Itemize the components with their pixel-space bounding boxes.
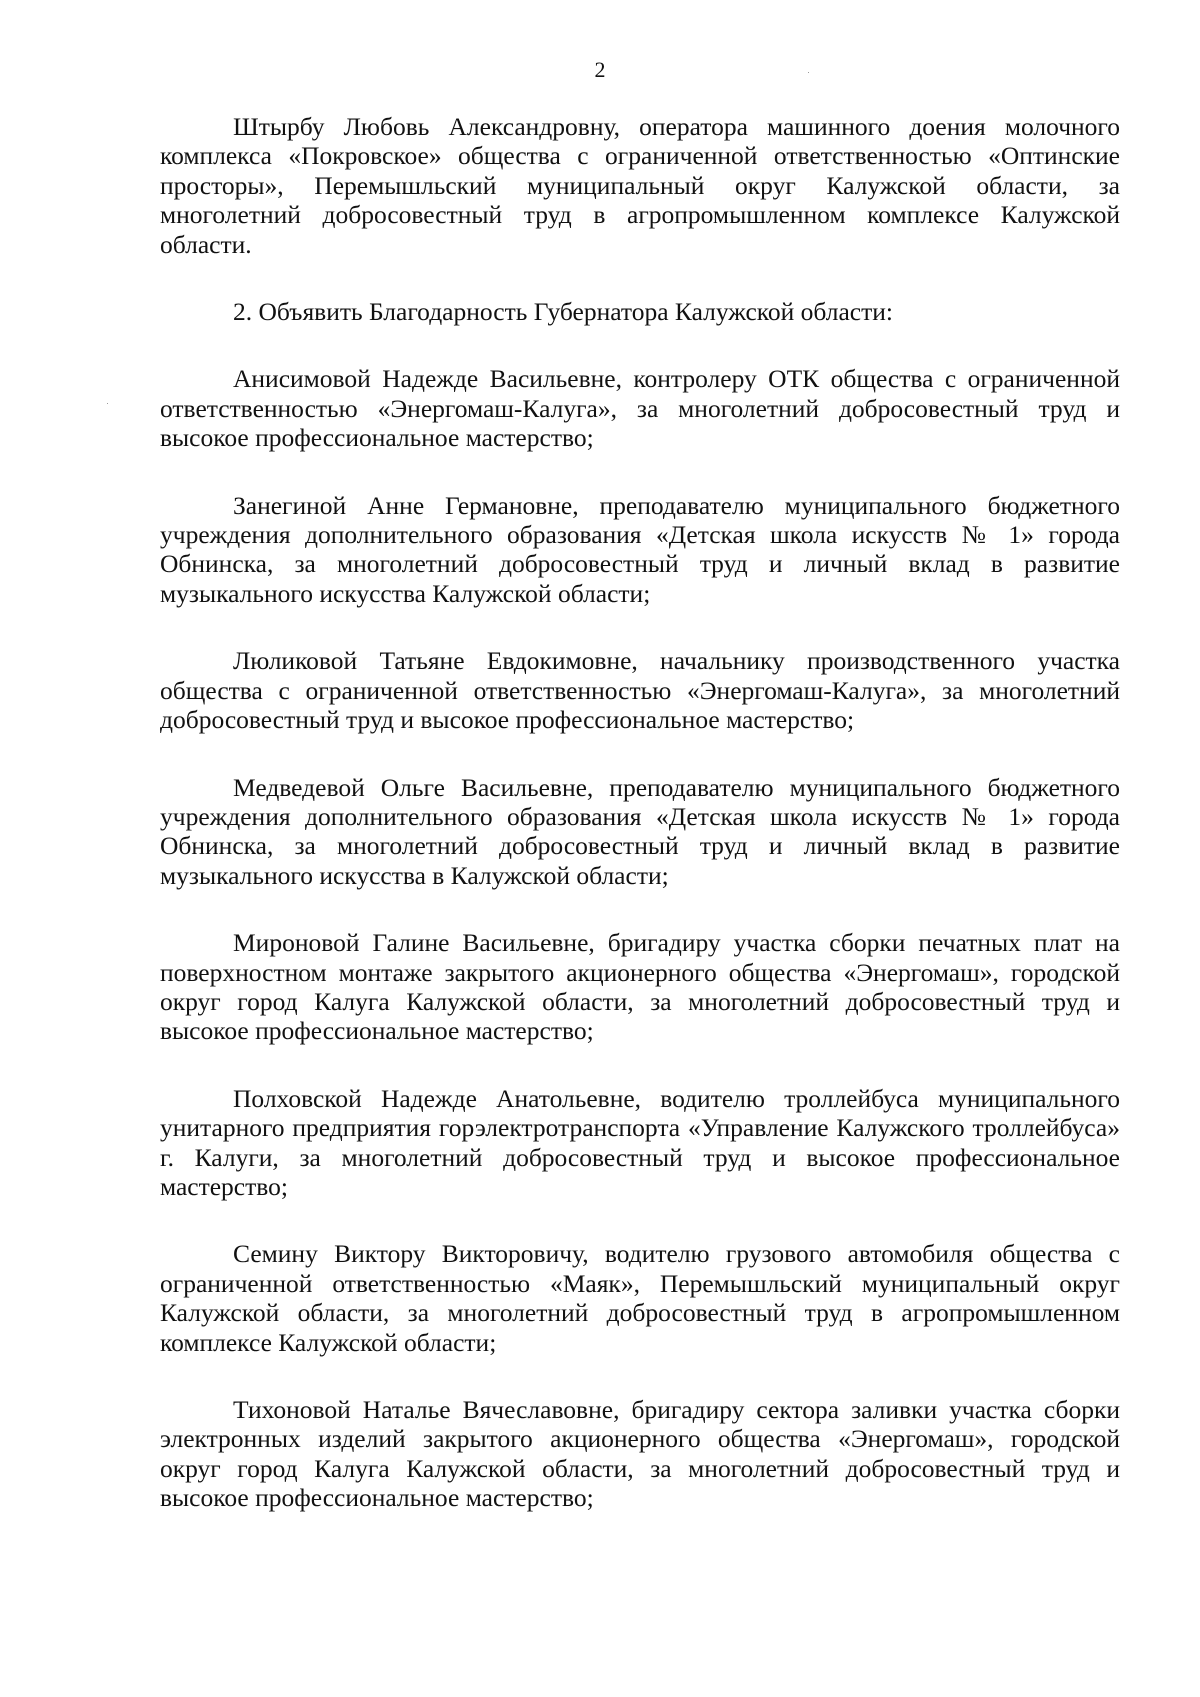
document-body <box>160 112 1120 1551</box>
paragraph-medvedeva: Медведевой Ольге Васильевне, преподавателю муниципального бюджетного учреждения дополнительного образования «Детская школа искусств № 1» города Обнинска, за многолетний добросовестный труд и личный вклад в развитие музыкального искусства в Калужской области; <box>160 772 1120 890</box>
paragraph-polkhovskaya: Полховской Надежде Анатольевне, водителю троллейбуса муниципального унитарного предприятия горэлектротранспорта «Управление Калужского троллейбуса» г. Калуги, за многолетний добросовестный труд и высокое профессиональное мастерство; <box>160 1083 1120 1201</box>
page-number: 2 <box>594 57 606 82</box>
paragraph-section-2-heading: 2. Объявить Благодарность Губернатора Калужской области: <box>233 297 893 327</box>
paragraph-semin: Семину Виктору Викторовичу, водителю грузового автомобиля общества с ограниченной ответственностью «Маяк», Перемышльский муниципальный округ Калужской области, за многолетний добросовестный труд в агропромышленном комплексе Калужской области; <box>160 1239 1120 1357</box>
scan-speck <box>808 72 809 73</box>
paragraph-tikhonova: Тихоновой Наталье Вячеславовне, бригадиру сектора заливки участка сборки электронных изделий закрытого акционерного общества «Энергомаш», городской округ город Калуга Калужской области, за многолетний добросовестный труд и высокое профессиональное мастерство; <box>160 1395 1120 1513</box>
paragraph-shtyrbu: Штырбу Любовь Александровну, оператора машинного доения молочного комплекса «Покровское» общества с ограниченной ответственностью «Оптинские просторы», Перемышльский муниципальный округ Калужской области, за многолетний добросовестный труд в агропромышленном комплексе Калужской области. <box>160 112 1120 259</box>
scan-speck <box>107 403 108 404</box>
paragraph-zanegina: Занегиной Анне Германовне, преподавателю муниципального бюджетного учреждения дополнительного образования «Детская школа искусств № 1» города Обнинска, за многолетний добросовестный труд и личный вклад в развитие музыкального искусства Калужской области; <box>160 490 1120 608</box>
paragraph-lyulikova: Люликовой Татьяне Евдокимовне, начальнику производственного участка общества с ограниченной ответственностью «Энергомаш-Калуга», за многолетний добросовестный труд и высокое профессиональное мастерство; <box>160 646 1120 735</box>
paragraph-mironova: Мироновой Галине Васильевне, бригадиру участка сборки печатных плат на поверхностном монтаже закрытого акционерного общества «Энергомаш», городской округ город Калуга Калужской области, за многолетний добросовестный труд и высокое профессиональное мастерство; <box>160 928 1120 1046</box>
paragraph-anisimova: Анисимовой Надежде Васильевне, контролеру ОТК общества с ограниченной ответственностью «Энергомаш-Калуга», за многолетний добросовестный труд и высокое профессиональное мастерство; <box>160 364 1120 453</box>
